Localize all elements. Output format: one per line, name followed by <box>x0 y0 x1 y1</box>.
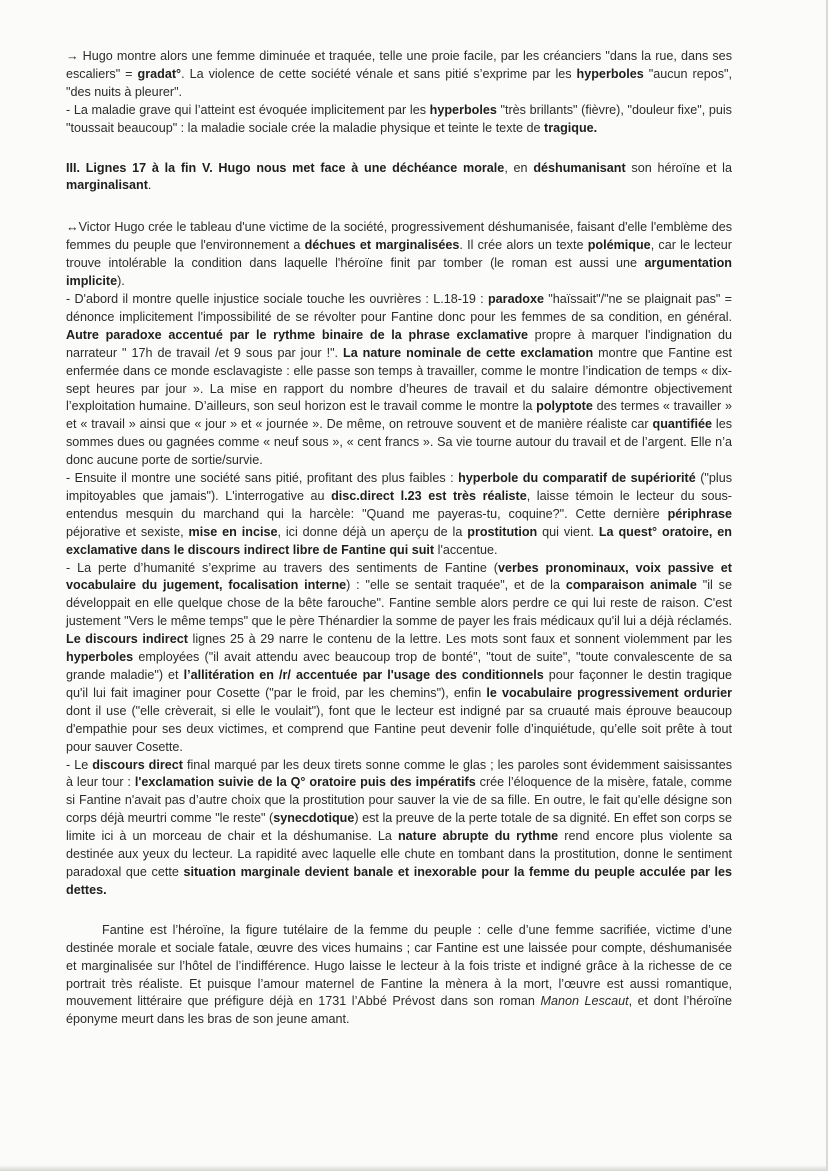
bold-term: polémique <box>587 238 651 253</box>
bold-term: paradoxe <box>487 291 544 306</box>
text-span: des termes « travailler » et « travail » ainsi que « jour » et « journée ». De même, on retrouve souvent et de manière réaliste car <box>66 399 732 432</box>
bold-term: hyperbole du comparatif de supériorité <box>458 471 696 486</box>
paragraph-tableau-victime <box>66 219 732 291</box>
text-span: propre à marquer l'indignation du narrateur " 17h de travail /et 9 sous par jour !". <box>66 327 732 360</box>
bold-term: argumentation implicite <box>66 256 732 289</box>
bold-term: Le discours indirect <box>66 632 188 647</box>
text-span: qui vient. <box>537 524 599 539</box>
text-span: → Hugo montre alors une femme diminuée et traquée, telle une proie facile, par les créanciers "dans la rue, dans ses escaliers" = <box>66 49 732 81</box>
bold-term: La nature nominale de cette exclamation <box>343 345 594 360</box>
text-span: pour façonner le destin tragique qu'il lui fait imaginer pour Cosette ("par le froid, par les chemins"), enfin <box>66 668 732 700</box>
text-span: . La violence de cette société vénale et sans pitié s’exprime par les <box>181 66 577 81</box>
text-span: , car le lecteur trouve intolérable la condition dans laquelle l'héroïne finit par tomber (le roman est aussi une <box>66 238 732 271</box>
paragraph-conclusion <box>66 922 732 1029</box>
paragraph-perte-humanite <box>66 560 732 757</box>
text-span: , ici donne déjà un aperçu de la <box>277 524 468 539</box>
bold-term: tragique. <box>544 120 598 135</box>
text-span: montre que Fantine est enfermée dans ce monde esclavagiste : elle passe son temps à travailler, comme le montre l’indication de temps « dix-sept heures par jour ». La mise en rapport du nombre d’heures de travail et du salaire démontre objectivement l’exploitation humaine. D’ailleurs, son seul horizon est le travail comme le montre la <box>66 345 732 414</box>
bold-term: discours direct <box>92 757 183 772</box>
paragraph-creanciers <box>66 48 732 102</box>
text-span: ) est la preuve de la perte totale de sa dignité. En effet son corps se limite ici à un morceau de chair et la déshumanise. La <box>66 811 732 844</box>
bold-term: marginalisant <box>66 178 148 193</box>
paragraph-maladie <box>66 102 732 138</box>
text-span: rend encore plus violente sa destinée aux yeux du lecteur. La rapidité avec laquelle elle chute en tombant dans la prostitution, donne le sentiment paradoxal que cette <box>66 829 732 879</box>
text-span: Fantine est l’héroïne, la figure tutélaire de la femme du peuple : celle d’une femme sacrifiée, victime d’une destinée morale et sociale fatale, œuvre des vices humains ; car Fantine est une laissée pour compte, déshumanisée et marginalisée sur l’hôtel de l’indifférence. Hugo laisse le lecteur à la fois triste et indigné grâce à la richesse de ce portrait très réaliste. Et puisque l’amour maternel de Fantine la mènera à la mort, l’œuvre est aussi romantique, mouvement littéraire que préfigure déjà en 1731 l’Abbé Prévost dans son roman <box>66 922 732 1009</box>
text-span: "très brillants" (fièvre), "douleur fixe", puis "toussait beaucoup" : la maladie sociale crée la maladie physique et teinte le texte de <box>66 102 732 135</box>
text-span: crée l’éloquence de la misère, fatale, comme si Fantine n'avait pas d’autre choix que la prostitution pour sauver la vie de sa fille. En outre, le fait qu'elle désigne son corps déjà meurtri comme "le reste" ( <box>66 775 733 826</box>
book-title: Manon Lescaut <box>540 994 629 1009</box>
bold-term: synecdotique <box>273 811 355 826</box>
text-span: , et dont l’héroïne éponyme meurt dans les bras de son jeune amant. <box>66 994 732 1027</box>
text-span: final marqué par les deux tirets sonne comme le glas ; les paroles sont évidemment saisissantes à leur tour : <box>66 757 732 790</box>
bold-term: périphrase <box>667 506 732 521</box>
bold-term: déshumanisant <box>533 160 626 175</box>
text-span: ). <box>117 274 125 289</box>
text-span: "aucun repos", "des nuits à pleurer". <box>66 66 732 99</box>
text-span: , laisse témoin le lecteur du sous-entendus mesquin du marchand qui la harcèle: "Quand me payeras-tu, coquine?". Cette dernière <box>66 488 732 521</box>
text-span: , en <box>504 160 534 175</box>
bold-term: situation marginale devient banale et inexorable pour la femme du peuple acculée par les dettes. <box>66 864 733 897</box>
text-span: . <box>147 178 152 193</box>
bold-term: déchues et marginalisées <box>304 238 460 253</box>
bold-term: mise en incise <box>188 524 278 539</box>
text-span: - La perte d’humanité s’exprime au travers des sentiments de Fantine ( <box>66 560 498 575</box>
bold-term: comparaison animale <box>565 578 697 593</box>
text-span: - D'abord il montre quelle injustice sociale touche les ouvrières : L.18-19 : <box>66 291 488 306</box>
text-span: - Ensuite il montre une société sans pitié, profitant des plus faibles : <box>66 471 459 486</box>
page-bottom-edge <box>0 1165 826 1171</box>
bold-term: gradat° <box>137 66 182 81</box>
bold-term: nature abrupte du rythme <box>397 829 559 844</box>
text-span: péjorative et sexiste, <box>66 524 189 539</box>
paragraph-societe-sans-pitie <box>66 470 732 560</box>
paragraph-injustice-sociale <box>66 291 732 470</box>
document-body <box>66 48 732 1029</box>
text-span: lignes 25 à 29 narre le contenu de la lettre. Les mots sont faux et sonnent violemment par les <box>187 632 732 647</box>
text-span: - La maladie grave qui l’atteint est évoquée implicitement par les <box>66 102 430 117</box>
text-span: "il se développait en elle quelque chose de la bête farouche". Fantine semble alors perdre ce qui lui reste de raison. C'est justement "Vers le même temps" que le père Thénardier la somme de payer les frais médicaux qu'il lui a déjà réclamés. <box>66 578 732 629</box>
section-heading-iii <box>66 160 732 196</box>
bold-term: hyperboles <box>429 102 497 117</box>
bold-term: La quest° oratoire, en exclamative dans le discours indirect libre de Fantine qui suit <box>66 524 732 557</box>
paragraph-discours-direct <box>66 757 732 900</box>
bold-term: prostitution <box>467 524 538 539</box>
text-span: . Il crée alors un texte <box>459 238 588 253</box>
bold-term: l'exclamation suivie de la Q° oratoire puis des impératifs <box>134 775 476 790</box>
text-span: ) : "elle se sentait traquée", et de la <box>346 578 566 593</box>
text-span: "haïssait"/"ne se plaignait pas" = dénonce implicitement l'impossibilité de se révolter pour Fantine donc pour les femmes de sa condition, en général. <box>66 291 732 324</box>
bold-term: déchéance morale <box>392 160 505 175</box>
bold-term: l’allitération en /r/ accentuée par l'usage des conditionnels <box>183 668 544 682</box>
bold-term: hyperboles <box>576 66 644 81</box>
text-span: ↔Victor Hugo crée le tableau d'une victime de la société, progressivement déshumanisée, faisant d'elle l'emblème des femmes du peuple que l'environnement a <box>66 220 732 253</box>
text-span: dont il use ("elle crèverait, si elle le voulait"), font que le lecteur est indigné par sa cruauté mais éprouve beaucoup d'empathie pour ses deux victimes, et comprend que Fantine peut devenir folle d’inquiétude, qu’elle soit prête à tout pour sauver Cosette. <box>66 703 732 754</box>
bold-term: hyperboles <box>66 650 134 665</box>
bold-term: quantifiée <box>652 417 712 432</box>
text-span: ("plus impitoyables que jamais"). L'interrogative au <box>66 471 732 503</box>
text-span: - Le <box>66 757 93 772</box>
text-span: son héroïne et la <box>625 160 732 175</box>
text-span: l'accentue. <box>434 542 498 557</box>
bold-term: polyptote <box>536 399 593 414</box>
bold-term: verbes pronominaux, voix passive et vocabulaire du jugement, focalisation interne <box>66 560 733 593</box>
bold-term: Autre paradoxe accentué par le rythme binaire de la phrase exclamative <box>66 327 528 342</box>
bold-term: III. Lignes 17 à la fin V. Hugo nous met face à une <box>66 160 393 175</box>
text-span: employées ("il avait attendu avec beaucoup trop de bonté", "tout de suite", "toute convalescente de sa grande maladie") et <box>66 650 732 682</box>
bold-term: disc.direct l.23 est très réaliste <box>331 488 527 503</box>
bold-term: le vocabulaire progressivement ordurier <box>486 685 732 700</box>
text-span: les sommes dues ou gagnées comme « neuf sous », « cent francs ». Sa vie tourne autour du travail et de l’argent. Elle n’a donc aucune porte de sortie/survie. <box>66 417 732 468</box>
